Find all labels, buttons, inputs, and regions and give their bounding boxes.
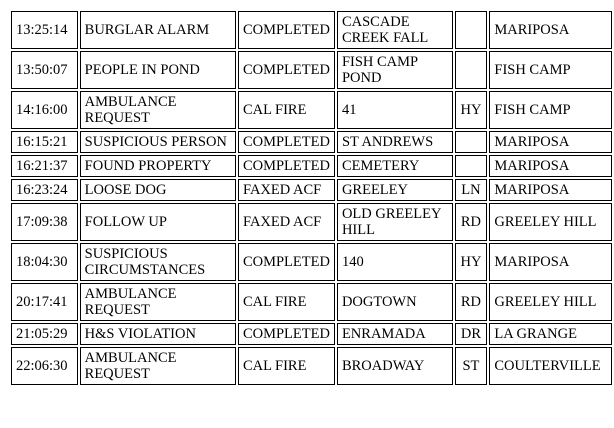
call-type: SUSPICIOUS CIRCUMSTANCES — [80, 243, 236, 281]
table-row — [11, 155, 612, 177]
call-time: 14:16:00 — [11, 91, 78, 129]
table-row — [11, 203, 612, 241]
call-time: 21:05:29 — [11, 323, 78, 345]
table-row — [11, 11, 612, 49]
call-type: PEOPLE IN POND — [80, 51, 236, 89]
city: GREELEY HILL — [489, 283, 612, 321]
call-status: CAL FIRE — [238, 91, 335, 129]
call-status: COMPLETED — [238, 323, 335, 345]
street-name: BROADWAY — [337, 347, 453, 385]
street-suffix: LN — [455, 179, 488, 201]
street-name: OLD GREELEY HILL — [337, 203, 453, 241]
call-type: AMBULANCE REQUEST — [80, 283, 236, 321]
call-type: LOOSE DOG — [80, 179, 236, 201]
call-status: CAL FIRE — [238, 347, 335, 385]
city: FISH CAMP — [489, 91, 612, 129]
call-type: H&S VIOLATION — [80, 323, 236, 345]
table-row — [11, 323, 612, 345]
street-suffix: HY — [455, 91, 488, 129]
call-time: 18:04:30 — [11, 243, 78, 281]
city: COULTERVILLE — [489, 347, 612, 385]
call-status: COMPLETED — [238, 155, 335, 177]
city: MARIPOSA — [489, 131, 612, 153]
table-row — [11, 131, 612, 153]
call-type: AMBULANCE REQUEST — [80, 91, 236, 129]
city: MARIPOSA — [489, 179, 612, 201]
street-name: FISH CAMP POND — [337, 51, 453, 89]
call-time: 16:15:21 — [11, 131, 78, 153]
call-time: 16:21:37 — [11, 155, 78, 177]
street-name: 41 — [337, 91, 453, 129]
table-row — [11, 347, 612, 385]
street-suffix — [455, 51, 488, 89]
city: MARIPOSA — [489, 155, 612, 177]
call-status: COMPLETED — [238, 131, 335, 153]
street-name: 140 — [337, 243, 453, 281]
city: MARIPOSA — [489, 243, 612, 281]
street-suffix — [455, 11, 488, 49]
table-row — [11, 179, 612, 201]
call-type: BURGLAR ALARM — [80, 11, 236, 49]
call-time: 17:09:38 — [11, 203, 78, 241]
call-type: SUSPICIOUS PERSON — [80, 131, 236, 153]
street-name: ST ANDREWS — [337, 131, 453, 153]
call-status: COMPLETED — [238, 51, 335, 89]
street-name: ENRAMADA — [337, 323, 453, 345]
table-row — [11, 283, 612, 321]
city: GREELEY HILL — [489, 203, 612, 241]
call-type: FOUND PROPERTY — [80, 155, 236, 177]
call-time: 16:23:24 — [11, 179, 78, 201]
city: LA GRANGE — [489, 323, 612, 345]
street-suffix: RD — [455, 283, 488, 321]
table-row — [11, 243, 612, 281]
street-name: DOGTOWN — [337, 283, 453, 321]
call-type: AMBULANCE REQUEST — [80, 347, 236, 385]
city: MARIPOSA — [489, 11, 612, 49]
street-suffix: DR — [455, 323, 488, 345]
call-log-table — [9, 9, 614, 387]
street-suffix — [455, 131, 488, 153]
call-status: FAXED ACF — [238, 203, 335, 241]
call-status: COMPLETED — [238, 11, 335, 49]
call-status: COMPLETED — [238, 243, 335, 281]
street-suffix — [455, 155, 488, 177]
call-status: CAL FIRE — [238, 283, 335, 321]
street-suffix: ST — [455, 347, 488, 385]
call-time: 22:06:30 — [11, 347, 78, 385]
table-row — [11, 51, 612, 89]
call-time: 13:25:14 — [11, 11, 78, 49]
call-status: FAXED ACF — [238, 179, 335, 201]
table-row — [11, 91, 612, 129]
call-log-body — [11, 11, 612, 385]
call-time: 13:50:07 — [11, 51, 78, 89]
street-name: GREELEY — [337, 179, 453, 201]
call-type: FOLLOW UP — [80, 203, 236, 241]
call-log — [9, 9, 614, 387]
street-name: CASCADE CREEK FALL — [337, 11, 453, 49]
call-time: 20:17:41 — [11, 283, 78, 321]
street-name: CEMETERY — [337, 155, 453, 177]
city: FISH CAMP — [489, 51, 612, 89]
street-suffix: HY — [455, 243, 488, 281]
street-suffix: RD — [455, 203, 488, 241]
